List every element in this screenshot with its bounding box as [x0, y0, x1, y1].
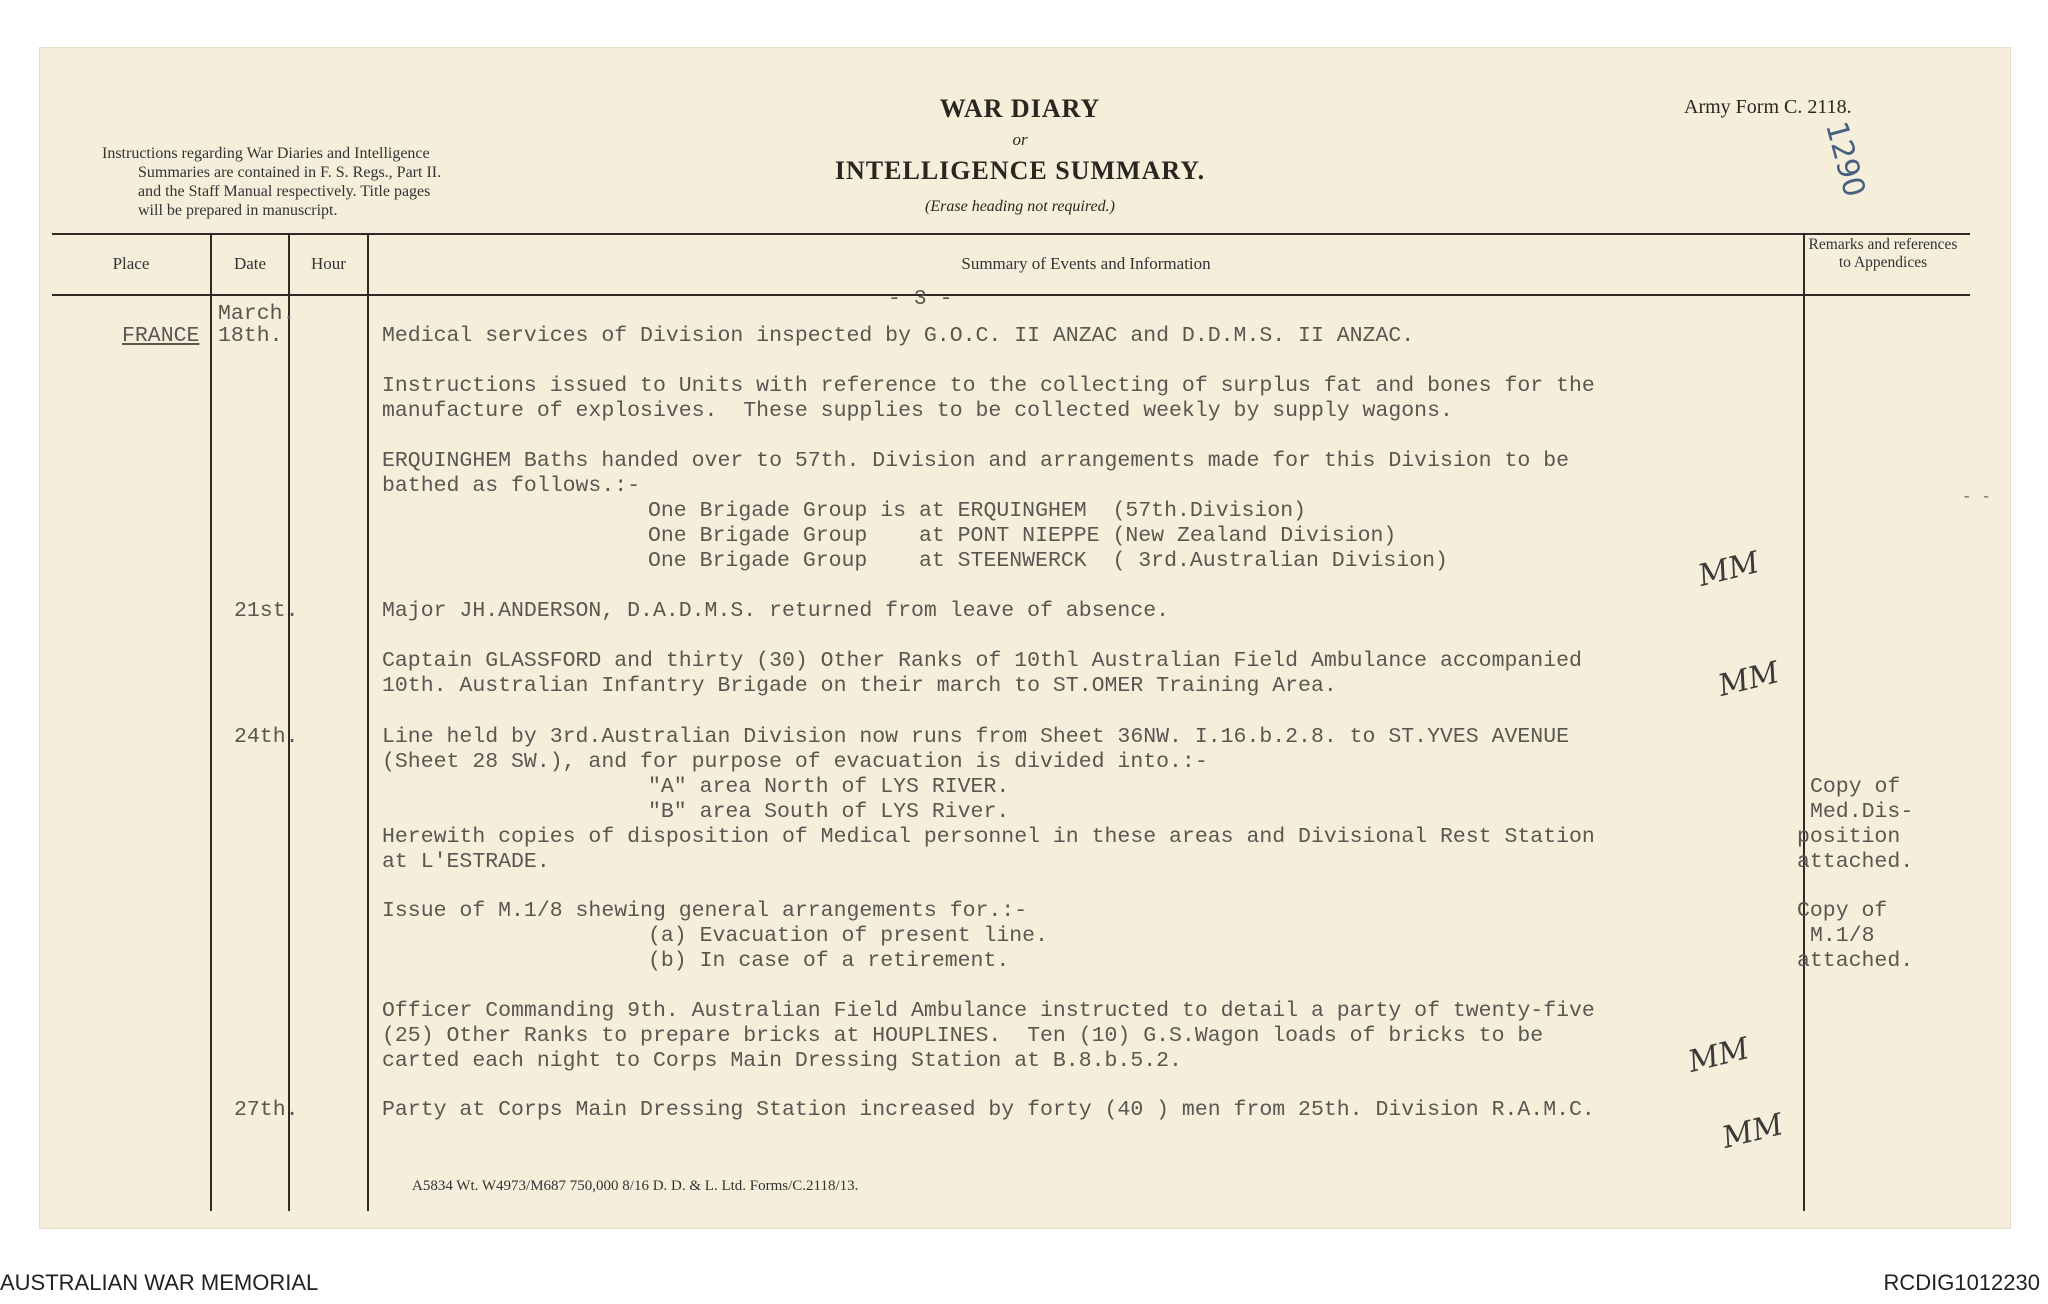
remark-line: attached. [1797, 850, 1914, 874]
remark-line: attached. [1797, 949, 1914, 973]
form-print-line: A5834 Wt. W4973/M687 750,000 8/16 D. D. & L. Ltd. Forms/C.2118/13. [412, 1178, 859, 1194]
table-top-rule [52, 233, 1970, 235]
date-24th: 24th. [234, 725, 299, 749]
folio-stamp: 1290 [1818, 118, 1872, 201]
erase-note: (Erase heading not required.) [925, 198, 1115, 215]
record-id: RCDIG1012230 [1883, 1270, 2040, 1295]
handwritten-initials: MM [1684, 1031, 1753, 1080]
entry-line: Party at Corps Main Dressing Station increased by forty (40 ) men from 25th. Division R.A.M.C. [382, 1098, 1595, 1122]
entry-line: Medical services of Division inspected by G.O.C. II ANZAC and D.D.M.S. II ANZAC. [382, 324, 1415, 348]
entry-line: bathed as follows.:- [382, 474, 641, 498]
month-label: March. [218, 302, 296, 326]
entry-line: Major JH.ANDERSON, D.A.D.M.S. returned from leave of absence. [382, 599, 1170, 623]
entry-line: One Brigade Group at PONT NIEPPE (New Zealand Division) [648, 524, 1397, 548]
instructions-line: and the Staff Manual respectively. Title pages [138, 183, 431, 200]
title-intelligence-summary: INTELLIGENCE SUMMARY. [834, 156, 1206, 185]
edge-mark: - - [1962, 488, 1991, 506]
entry-line: Officer Commanding 9th. Australian Field Ambulance instructed to detail a party of twenty-five [382, 999, 1595, 1023]
date-21st: 21st. [234, 599, 299, 623]
archive-label: AUSTRALIAN WAR MEMORIAL [0, 1270, 319, 1295]
instructions-note [102, 144, 562, 220]
entry-line: manufacture of explosives. These supplies to be collected weekly by supply wagons. [382, 399, 1453, 423]
entry-line: "B" area South of LYS River. [648, 800, 1010, 824]
date-27th: 27th. [234, 1098, 299, 1122]
handwritten-initials: MM [1694, 545, 1763, 594]
entry-line: ERQUINGHEM Baths handed over to 57th. Division and arrangements made for this Division to be [382, 449, 1569, 473]
entry-line: Line held by 3rd.Australian Division now runs from Sheet 36NW. I.16.b.2.8. to ST.YVES AVENUE [382, 725, 1569, 749]
instructions-line: Instructions regarding War Diaries and Intelligence [102, 145, 430, 162]
title-or: or [1012, 130, 1028, 149]
remark-line: Copy of [1810, 775, 1901, 799]
instructions-line: will be prepared in manuscript. [138, 202, 338, 219]
entry-line: (a) Evacuation of present line. [648, 924, 1048, 948]
instructions-line: Summaries are contained in F. S. Regs., Part II. [138, 164, 442, 181]
header-bottom-rule [52, 294, 1970, 296]
entry-line: Captain GLASSFORD and thirty (30) Other Ranks of 10thl Australian Field Ambulance accompanied [382, 649, 1582, 673]
entry-line: (b) In case of a retirement. [648, 949, 1010, 973]
entry-line: carted each night to Corps Main Dressing Station at B.8.b.5.2. [382, 1049, 1182, 1073]
title-war-diary: WAR DIARY [939, 94, 1101, 123]
date-18th: 18th. [218, 324, 283, 348]
remark-line: position [1797, 825, 1901, 849]
entry-line: Herewith copies of disposition of Medical personnel in these areas and Divisional Rest Station [382, 825, 1595, 849]
entry-line: Instructions issued to Units with reference to the collecting of surplus fat and bones for the [382, 374, 1595, 398]
army-form-label: Army Form C. 2118. [1684, 96, 1852, 118]
entry-line: Issue of M.1/8 shewing general arrangements for.:- [382, 899, 1028, 923]
remark-line: Med.Dis- [1810, 800, 1914, 824]
entry-line: at L'ESTRADE. [382, 850, 550, 874]
entry-line: 10th. Australian Infantry Brigade on their march to ST.OMER Training Area. [382, 674, 1337, 698]
place-france: FRANCE [122, 324, 200, 348]
column-divider [367, 233, 369, 1211]
entry-line: (Sheet 28 SW.), and for purpose of evacuation is divided into.:- [382, 750, 1208, 774]
column-divider [1803, 233, 1805, 1211]
column-header-date: Date [233, 254, 267, 273]
entry-line: (25) Other Ranks to prepare bricks at HOUPLINES. Ten (10) G.S.Wagon loads of bricks to be [382, 1024, 1544, 1048]
entry-line: One Brigade Group is at ERQUINGHEM (57th.Division) [648, 499, 1307, 523]
handwritten-initials: MM [1718, 1107, 1787, 1156]
page-number: - 3 - [888, 287, 953, 311]
handwritten-initials: MM [1714, 655, 1783, 704]
entry-line: One Brigade Group at STEENWERCK ( 3rd.Australian Division) [648, 549, 1448, 573]
column-header-remarks: Remarks and references to Appendices [1808, 236, 1958, 271]
column-divider [288, 233, 290, 1211]
remark-line: Copy of [1797, 899, 1888, 923]
remark-line: M.1/8 [1810, 924, 1875, 948]
entry-line: "A" area North of LYS RIVER. [648, 775, 1010, 799]
column-header-hour: Hour [311, 254, 346, 273]
column-header-summary: Summary of Events and Information [961, 254, 1211, 273]
column-header-place: Place [112, 254, 150, 273]
column-divider [210, 233, 212, 1211]
